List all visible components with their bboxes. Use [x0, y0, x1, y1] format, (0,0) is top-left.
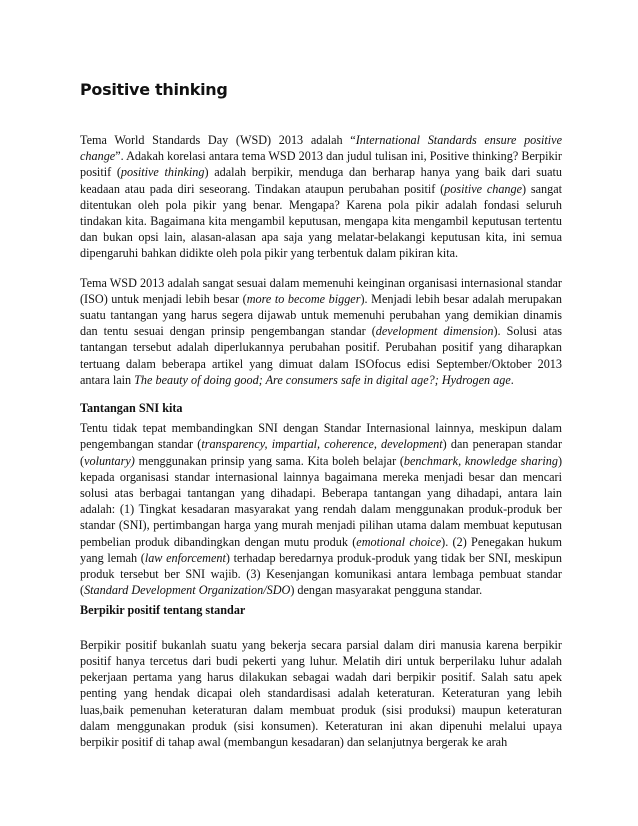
text-run: ) sangat ditentukan oleh pola pikir yang benar. Mengapa? Karena pola pikir adalah fondasi seluruh tindakan kita. Bagaimana kita mengambil keputusan, mengapa kita mengambil keputusan tertentu dan bukan opsi lain, alasan-alasan apa saja yang melatar-belakangi keputusan kita, ini semua dipengaruhi bahkan didikte oleh pola pikir yang terbentuk dalam pikiran kita. — [80, 181, 562, 261]
text-run: Berpikir positif bukanlah suatu yang bekerja secara parsial dalam diri manusia karena berpikir positif hanya tercetus dari budi pekerti yang luhur. Melatih diri untuk berperilaku luhur adalah pekerjaan pertama yang harus dilakukan sebagai wadah dari berpikir positif. Salah satu apek penting yang hendak dicapai oleh standardisasi adalah keteraturan. Keteraturan yang lebih luas,baik pemenuhan keteraturan dalam membuat produk (sisi produksi) maupun keteraturan dalam menggunakan produk (sisi konsumen). Keteraturan ini akan dipenuhi melalui upaya berpikir positif di tahap awal (membangun kesadaran) dan selanjutnya bergerak ke arah — [80, 637, 562, 749]
text-run: . — [510, 372, 514, 387]
text-run: Tema WSD 2013 adalah sangat sesuai dalam memenuhi keinginan organisasi internasional standar (ISO) untuk menjadi lebih besar ( — [80, 275, 562, 306]
text-run: ). (2) Penegakan hukum yang lemah ( — [80, 534, 563, 565]
text-run: ). Menjadi lebih besar adalah merupakan suatu tantangan yang harus segera dijawab untuk memenuhi perubahan yang demikian dinamis dan tentu sesuai dengan prinsip pengembangan standar ( — [80, 291, 562, 339]
section-heading-tantangan: Tantangan SNI kita — [80, 401, 183, 416]
text-run: menggunakan prinsip yang sama. Kita boleh belajar ( — [134, 453, 404, 468]
document-page — [80, 70, 562, 750]
italic-run: positive thinking — [120, 165, 205, 180]
italic-run: The beauty of doing good; Are consumers safe in digital age?; Hydrogen age — [134, 372, 511, 387]
paragraph-wsd-theme — [80, 132, 562, 262]
text-run: ”. Adakah korelasi antara tema WSD 2013 dan judul tulisan ini, Positive thinking? Berpikir positif ( — [80, 149, 562, 180]
paragraph-iso-bigger — [80, 275, 562, 388]
italic-run: development dimension — [375, 324, 494, 339]
italic-run: voluntary) — [84, 453, 135, 468]
italic-run: emotional choice — [356, 534, 442, 549]
text-run: ) dengan masyarakat pengguna standar. — [290, 583, 483, 598]
text-run: ) terhadap beredarnya produk-produk yang tidak ber SNI, meskipun produk tersebut ber SNI wajib. (3) Kesenjangan komunikasi antara lembaga pembuat standar ( — [80, 550, 562, 598]
paragraph-tantangan — [80, 420, 562, 598]
document-title: Positive thinking — [80, 80, 228, 99]
paragraph-berpikir-positif — [80, 637, 562, 750]
text-run: ). Solusi atas tantangan tersebut adalah diperlukannya perubahan positif. Perubahan positif yang diharapkan tertuang dalam beberapa artikel yang dimuat dalam ISOfocus edisi September/Oktober 2013 antara lain — [80, 324, 562, 387]
text-run: ) adalah berpikir, menduga dan berharap hanya yang baik dari suatu keadaan atau pada diri seseorang. Tindakan ataupun perubahan positif ( — [80, 165, 562, 196]
italic-run: more to become bigger — [246, 291, 361, 306]
italic-run: transparency, impartial, coherence, development — [201, 437, 443, 452]
italic-run: law enforcement — [144, 550, 226, 565]
text-run: ) dan penerapan standar ( — [80, 437, 563, 468]
text-run: ) kepada organisasi standar internasional lainnya bagaimana mereka menjadi besar dan mencari solusi atas berbagai tantangan yang dihadapi. Beberapa tantangan yang dihadapi, antara lain adalah: (1) Tingkat kesadaran masyarakat yang rendah dalam menggunakan produk-produk ber standar (SNI), pertimbangan harga yang murah menjadi pilihan utama dalam membuat keputusan pembelian produk dibandingkan dengan mutu produk ( — [80, 453, 562, 549]
section-heading-berpikir-positif: Berpikir positif tentang standar — [80, 603, 246, 618]
text-run: Tema World Standards Day (WSD) 2013 adalah “ — [80, 133, 356, 147]
italic-run: Standard Development Organization/SDO — [84, 583, 291, 598]
text-run: Tentu tidak tepat membandingkan SNI dengan Standar Internasional lainnya, meskipun dalam pengembangan standar ( — [80, 421, 562, 452]
italic-run: positive change — [444, 181, 523, 196]
italic-run: International Standards ensure positive change — [80, 133, 562, 164]
italic-run: benchmark, knowledge sharing — [403, 453, 558, 468]
